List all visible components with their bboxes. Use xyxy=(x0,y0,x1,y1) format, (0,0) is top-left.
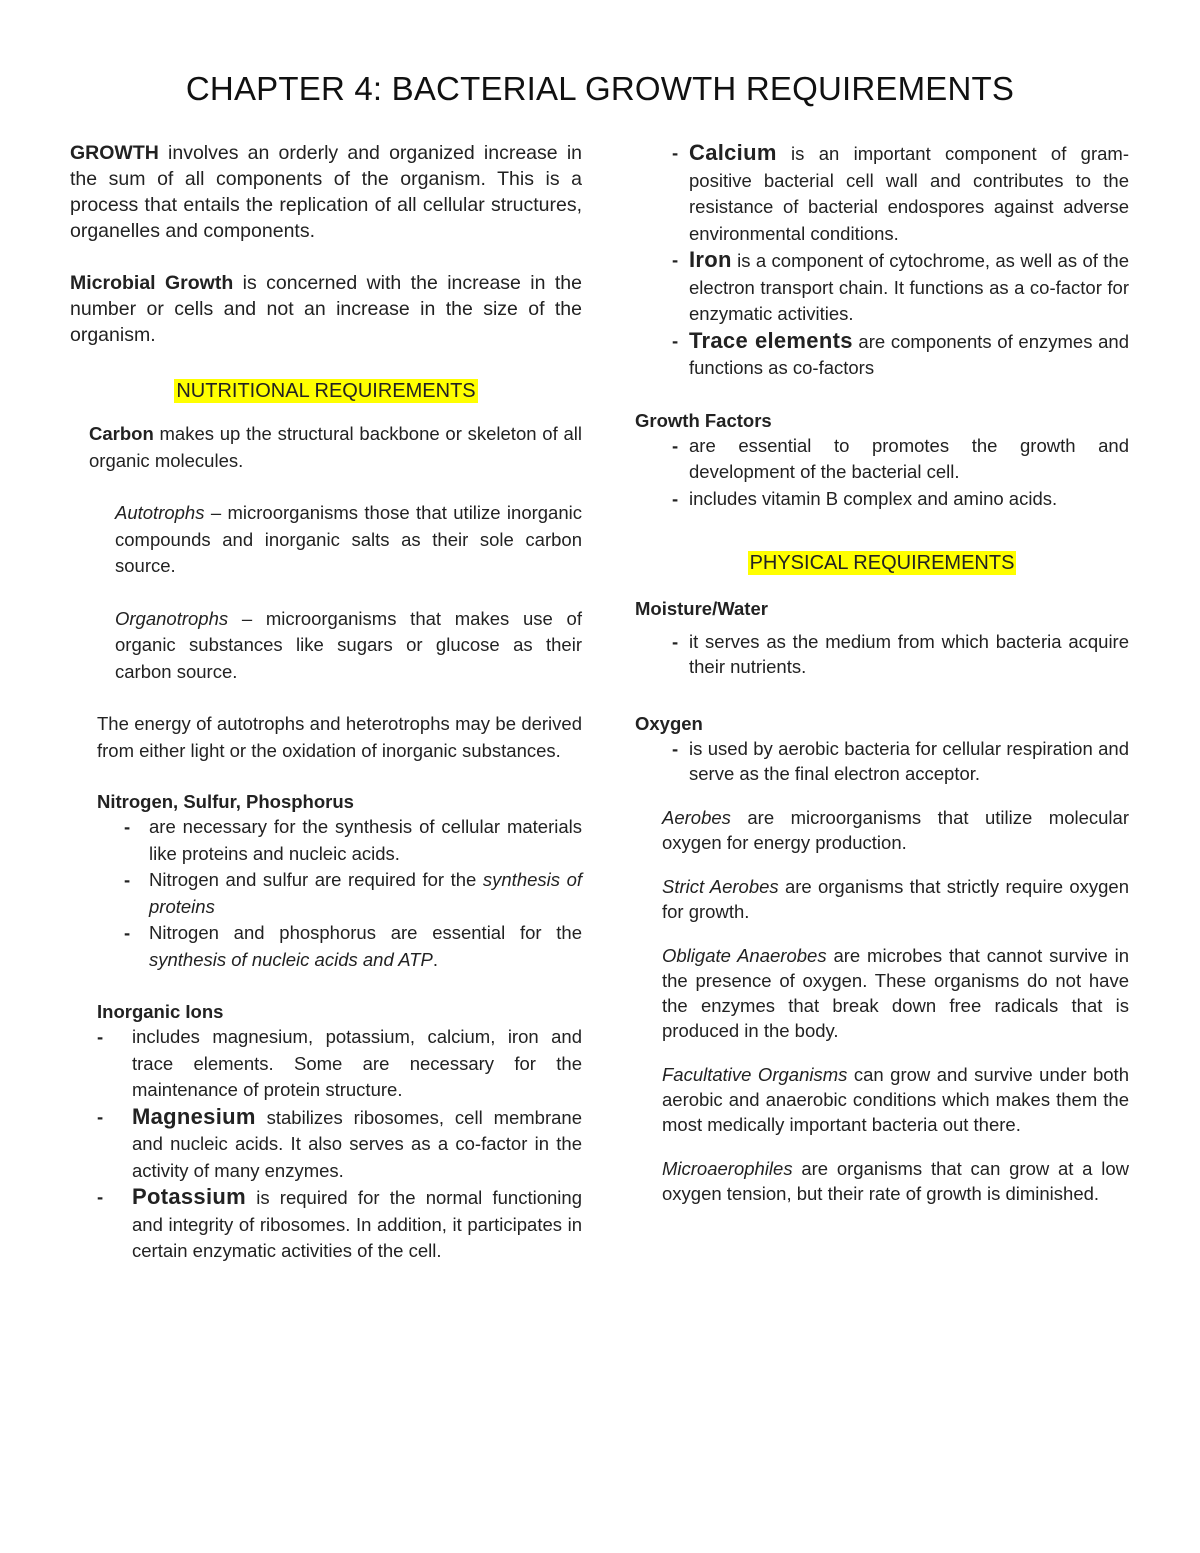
growth-factors-text: are essential to promotes the growth and development of the bacterial cell. xyxy=(689,434,1129,482)
nsp-item-text: are necessary for the synthesis of cellular materials like proteins and nucleic acids. xyxy=(149,816,582,864)
inorganic-ions-list xyxy=(132,1024,582,1265)
ions-item xyxy=(132,1024,582,1104)
nutritional-requirements-heading: NUTRITIONAL REQUIREMENTS xyxy=(176,380,476,402)
oxygen-item xyxy=(689,736,1129,786)
inorganic-ions-heading: Inorganic Ions xyxy=(97,1001,224,1022)
calcium-term: Calcium xyxy=(689,140,777,165)
moisture-list xyxy=(689,629,1129,679)
aerobes-text: are microorganisms that utilize molecular oxygen for energy production. xyxy=(662,807,1129,853)
nsp-item xyxy=(149,867,582,920)
aerobes-paragraph xyxy=(662,805,1129,855)
nsp-item xyxy=(149,814,582,867)
microbial-growth-definition xyxy=(70,270,582,348)
energy-paragraph: The energy of autotrophs and heterotrophs may be derived from either light or the oxidation of inorganic substances. xyxy=(97,713,582,761)
magnesium-text: stabilizes ribosomes, cell membrane and nucleic acids. It also serves as a co-factor in the activity of many enzymes. xyxy=(132,1106,582,1181)
moisture-heading: Moisture/Water xyxy=(635,598,768,619)
trace-elements-term: Trace elements xyxy=(689,327,853,353)
facultative-text: can grow and survive under both aerobic and anaerobic conditions which makes them the most medically important bacteria out there. xyxy=(662,1064,1129,1135)
nsp-item-text: Nitrogen and sulfur are required for the xyxy=(149,869,483,890)
oxygen-text: is used by aerobic bacteria for cellular respiration and serve as the final electron acceptor. xyxy=(689,738,1129,784)
growth-text: involves an orderly and organized increase in the sum of all components of the organism. This is a process that entails the replication of all cellular structures, organelles and components. xyxy=(70,142,582,242)
iron-term: Iron xyxy=(689,247,732,272)
strict-aerobes-text: are organisms that strictly require oxygen for growth. xyxy=(662,876,1129,922)
carbon-term: Carbon xyxy=(89,423,154,444)
potassium-text: is required for the normal functioning and integrity of ribosomes. In addition, it participates in certain enzymatic activities of the cell. xyxy=(132,1187,582,1261)
ions-item xyxy=(689,140,1129,247)
nsp-item-end: . xyxy=(432,948,438,970)
oxygen-heading: Oxygen xyxy=(635,713,703,734)
carbon-text: makes up the structural backbone or skeleton of all organic molecules. xyxy=(89,423,582,471)
nsp-list xyxy=(149,814,582,973)
organotrophs-text: – microorganisms that makes use of organic substances like sugars or glucose as their carbon source. xyxy=(115,607,582,682)
physical-heading-wrap xyxy=(635,552,1129,575)
growth-term: GROWTH xyxy=(70,142,159,164)
ions-item xyxy=(689,247,1129,328)
oxygen-list xyxy=(689,736,1129,786)
iron-text: is a component of cytochrome, as well as of the electron transport chain. It functions as a co-factor for enzymatic activities. xyxy=(689,250,1129,324)
nsp-item-italic: synthesis of proteins xyxy=(149,869,582,917)
obligate-anaerobes-paragraph xyxy=(662,943,1129,1043)
nsp-item xyxy=(149,920,582,973)
moisture-text: it serves as the medium from which bacteria acquire their nutrients. xyxy=(689,631,1129,677)
microbial-growth-text: is concerned with the increase in the number or cells and not an increase in the size of the organism. xyxy=(70,272,582,346)
autotrophs-text: – microorganisms those that utilize inorganic compounds and inorganic salts as their sole carbon source. xyxy=(115,502,582,576)
moisture-item xyxy=(689,629,1129,679)
left-column xyxy=(70,140,582,1265)
growth-factors-text: includes vitamin B complex and amino acids. xyxy=(689,487,1058,509)
nutritional-heading-wrap xyxy=(70,380,582,403)
growth-definition xyxy=(70,140,582,244)
microbial-growth-term: Microbial Growth xyxy=(70,272,234,294)
ions-item xyxy=(132,1184,582,1265)
right-column xyxy=(635,140,1129,1206)
strict-aerobes-term: Strict Aerobes xyxy=(662,876,779,897)
trace-elements-text: are components of enzymes and functions as co-factors xyxy=(689,330,1129,378)
ions-item xyxy=(689,328,1129,382)
autotrophs-term: Autotrophs xyxy=(115,502,205,523)
carbon-paragraph xyxy=(89,421,582,474)
ions-item-text: includes magnesium, potassium, calcium, iron and trace elements. Some are necessary for the maintenance of protein structure. xyxy=(132,1026,582,1100)
facultative-paragraph xyxy=(662,1062,1129,1137)
organotrophs-paragraph xyxy=(115,606,582,686)
calcium-text: is an important component of gram-positive bacterial cell wall and contributes to the resistance of bacterial endospores against adverse environmental conditions. xyxy=(689,143,1129,244)
organotrophs-term: Organotrophs xyxy=(115,607,229,629)
microaerophiles-term: Microaerophiles xyxy=(662,1158,793,1179)
ions-item xyxy=(132,1104,582,1185)
aerobes-term: Aerobes xyxy=(662,807,731,828)
facultative-term: Facultative Organisms xyxy=(662,1064,848,1085)
physical-requirements-heading: PHYSICAL REQUIREMENTS xyxy=(749,552,1015,574)
page-title: CHAPTER 4: BACTERIAL GROWTH REQUIREMENTS xyxy=(185,70,1015,107)
growth-factors-heading: Growth Factors xyxy=(635,409,772,431)
nsp-item-text: Nitrogen and phosphorus are essential for the xyxy=(149,922,582,943)
autotrophs-paragraph xyxy=(115,500,582,580)
nsp-heading: Nitrogen, Sulfur, Phosphorus xyxy=(97,791,354,812)
potassium-term: Potassium xyxy=(132,1184,246,1209)
ions-continued-list xyxy=(689,140,1129,382)
nsp-item-italic: synthesis of nucleic acids and ATP xyxy=(149,948,433,970)
growth-factors-item xyxy=(689,486,1129,513)
obligate-anaerobes-term: Obligate Anaerobes xyxy=(662,945,827,966)
microaerophiles-text: are organisms that can grow at a low oxygen tension, but their rate of growth is diminished. xyxy=(662,1158,1129,1204)
strict-aerobes-paragraph xyxy=(662,874,1129,924)
obligate-anaerobes-text: are microbes that cannot survive in the presence of oxygen. These organisms do not have the enzymes that break down free radicals that is produced in the body. xyxy=(662,945,1129,1041)
magnesium-term: Magnesium xyxy=(132,1103,256,1129)
microaerophiles-paragraph xyxy=(662,1156,1129,1206)
growth-factors-list xyxy=(689,433,1129,513)
growth-factors-item xyxy=(689,433,1129,486)
